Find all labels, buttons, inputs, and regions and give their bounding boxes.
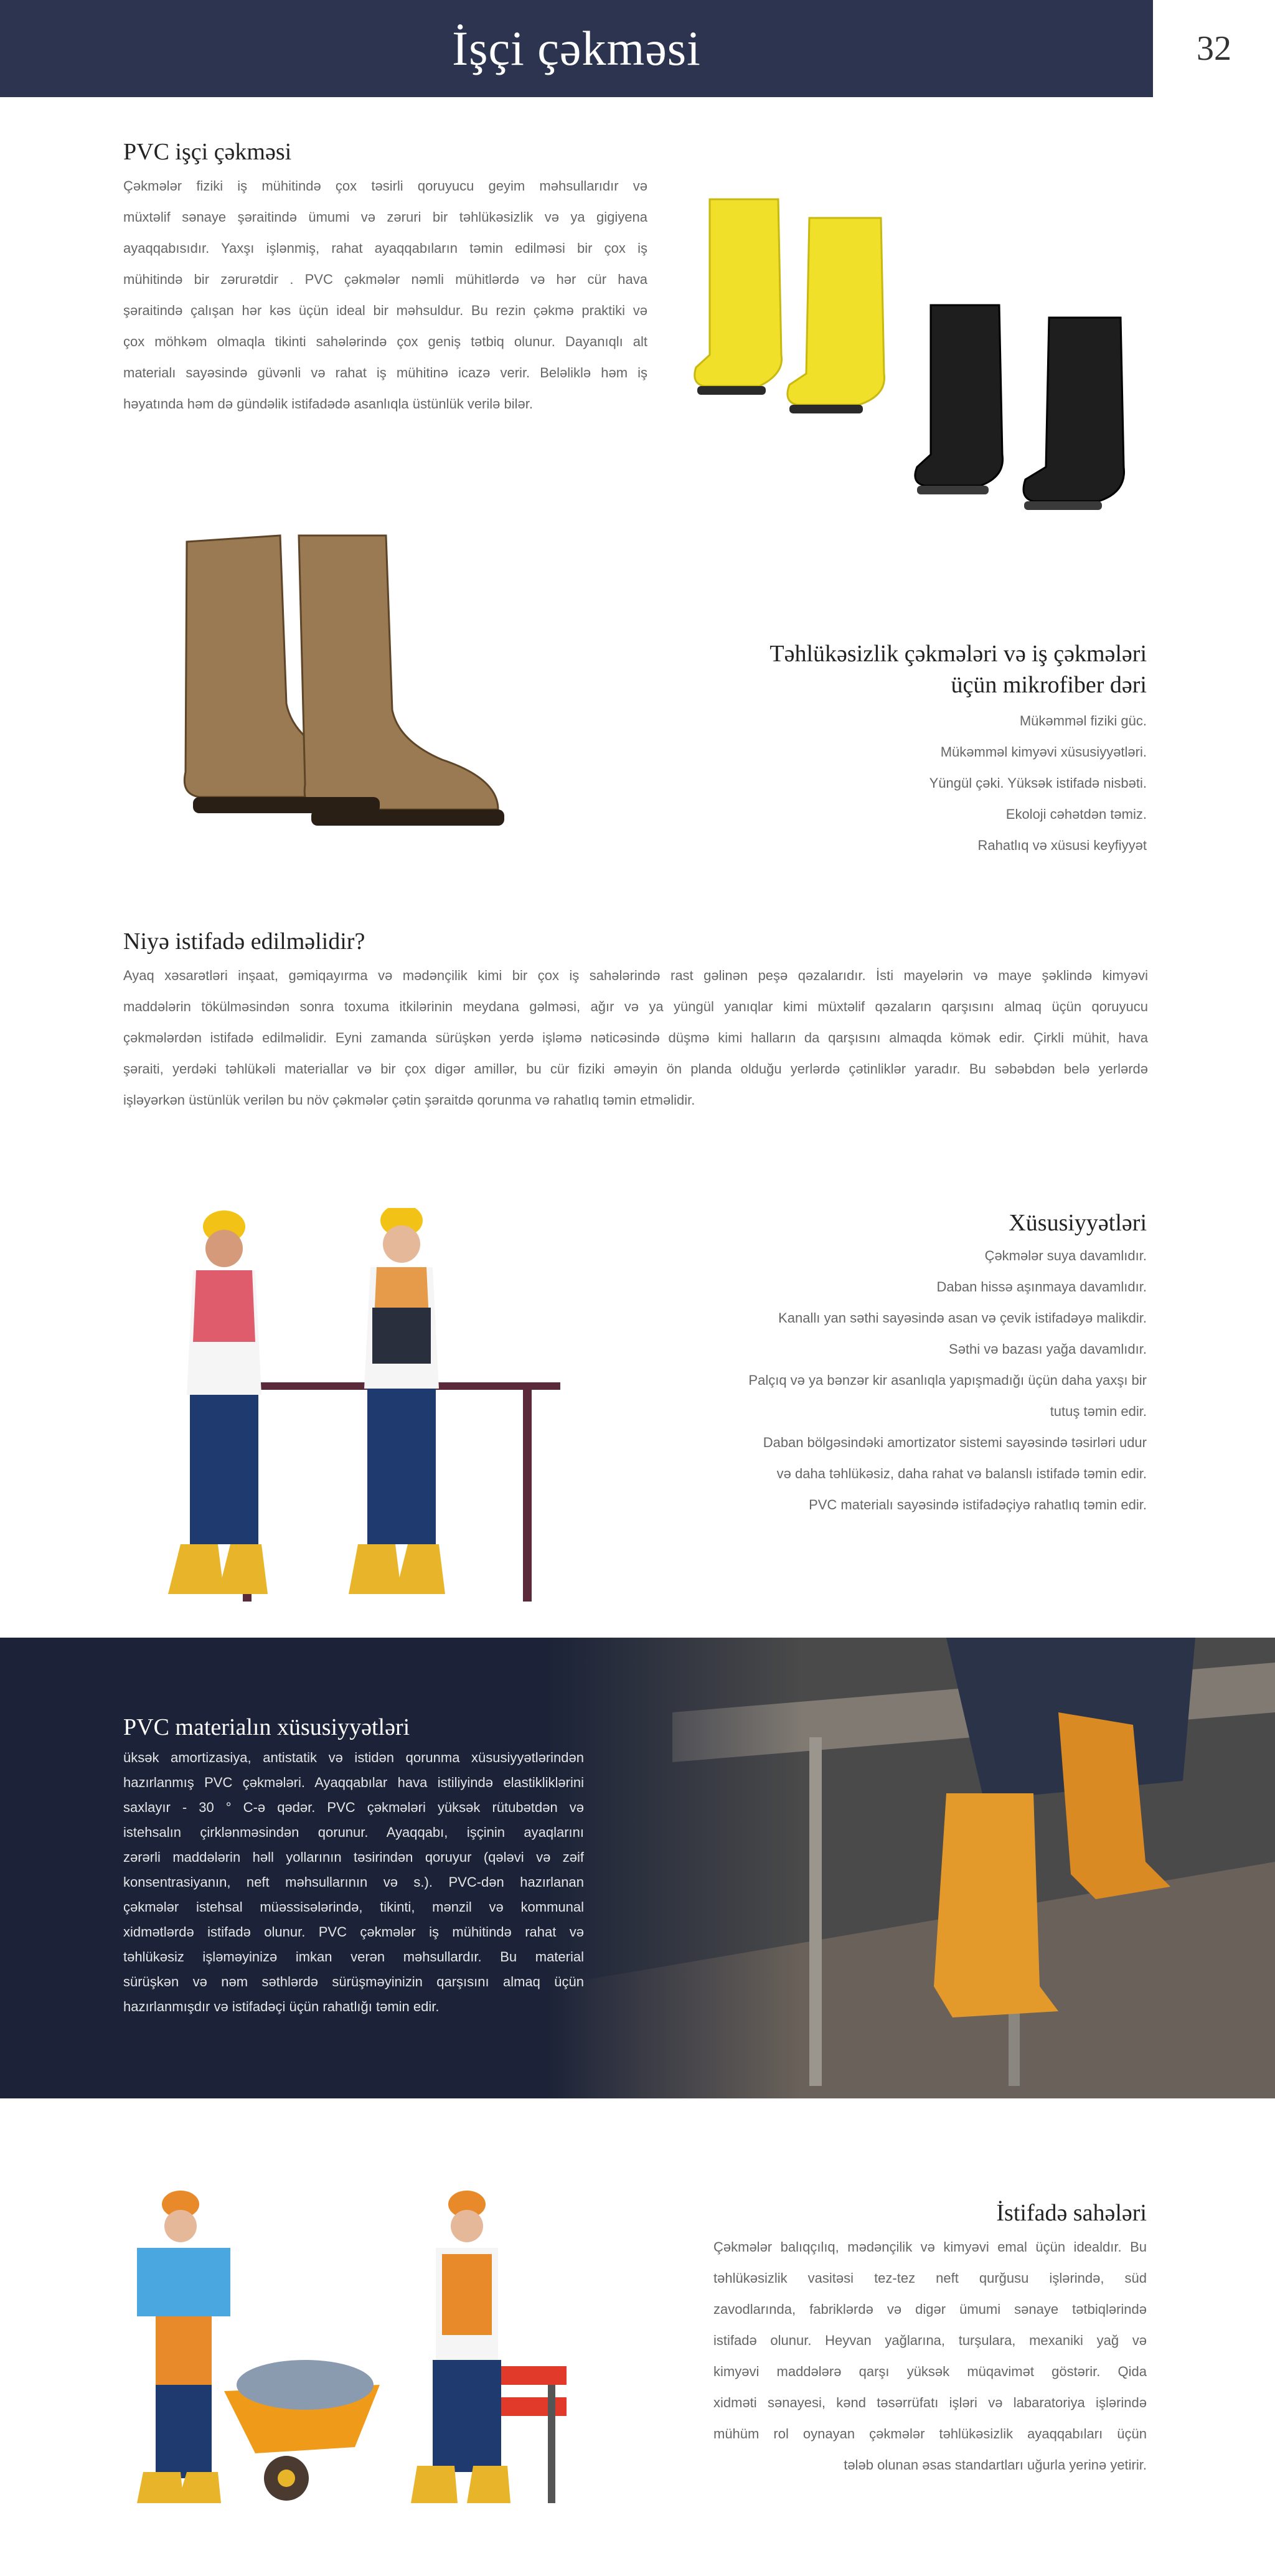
microfiber-list-item: Yüngül çəki. Yüksək istifadə nisbəti.	[929, 775, 1147, 791]
worker-stairs-photo	[548, 1638, 1275, 2098]
pvc-body-line: ayaqqabısıdır. Yaxşı işlənmiş, rahat ayaqqabıların təmin edilməsi bir çox iş	[123, 240, 647, 256]
feature-list-item: Daban hissə aşınmaya davamlıdır.	[936, 1279, 1147, 1295]
microfiber-list	[623, 705, 1147, 861]
material-body-line: sürüşkən və nəm səthlərdə sürüşməyinizin qarşısını almaq üçün	[123, 1974, 584, 1989]
feature-list-item: Daban bölgəsindəki amortizator sistemi sayəsində təsirləri udur	[763, 1435, 1147, 1450]
pvc-body-line: çox möhkəm olmaqla tikinti sahələrində çox geniş tətbiq olunur. Dayanıqlı alt	[123, 334, 647, 349]
pvc-section-body	[123, 171, 647, 420]
usage-body-line: mühüm rol oynayan çəkmələr təhlükəsizlik ayaqqabıları üçün	[713, 2426, 1147, 2442]
material-body-line: saxlayır - 30 ° C-ə qədər. PVC çəkmələri yüksək rütubətdən və	[123, 1800, 584, 1815]
material-section-body	[123, 1745, 584, 2019]
brown-boots-image	[174, 529, 523, 866]
pvc-body-line: Çəkmələr fiziki iş mühitində çox təsirli qoruyucu geyim məhsullarıdır və	[123, 178, 647, 194]
features-list	[623, 1240, 1147, 1521]
feature-list-item: tutuş təmin edir.	[1050, 1404, 1147, 1419]
material-band	[0, 1638, 1275, 2098]
feature-list-item: və daha təhlükəsiz, daha rahat və balanslı istifadə təmin edir.	[776, 1466, 1147, 1481]
pvc-body-line: həyatında həm də gündəlik istifadədə asanlıqla üstünlük verilə bilər.	[123, 396, 533, 412]
microfiber-title-line-1: Təhlükəsizlik çəkmələri və iş çəkmələri	[769, 641, 1147, 667]
why-body-line: şəraiti, yerdəki təhlükəli materiallar və bir çox digər amillər, bu cür fiziki əməyin ön planda olduğu yerlərdə çətinliklər yaradır. Bu səbəbdən belə yerlərdə	[123, 1061, 1148, 1077]
feature-list-item: PVC materialı sayəsində istifadəçiyə rahatlıq təmin edir.	[809, 1497, 1147, 1512]
pvc-section-title: PVC işçi çəkməsi	[123, 139, 292, 165]
material-body-line: istehsalın çirklənməsindən qorunur. Ayaqqabı, işçinin ayaqlarını	[123, 1824, 584, 1840]
usage-body-line: xidməti sənayesi, kənd təsərrüfatı işləri və labaratoriya işlərində	[713, 2395, 1147, 2410]
microfiber-list-item: Rahatlıq və xüsusi keyfiyyət	[977, 837, 1147, 853]
why-section-body	[123, 960, 1148, 1116]
feature-list-item: Kanallı yan səthi sayəsində asan və çevik istifadəyə malikdir.	[778, 1310, 1147, 1326]
feature-list-item: Səthi və bazası yağa davamlıdır.	[949, 1341, 1147, 1357]
features-section-title: Xüsusiyyətləri	[1009, 1210, 1147, 1236]
usage-body-line: zavodlarında, fabriklərdə və digər ümumi sənaye tətbiqlərində	[713, 2301, 1147, 2317]
feature-list-item: Çəkmələr suya davamlıdır.	[984, 1248, 1147, 1263]
material-body-line: çəkmələr istehsal müəssisələrində, tikinti, mənzil və kommunal	[123, 1899, 584, 1915]
microfiber-title-line-2: üçün mikrofiber dəri	[951, 672, 1147, 698]
page-number: 32	[1197, 29, 1231, 68]
why-body-line: Ayaq xəsarətləri inşaat, gəmiqayırma və mədənçilik kimi bir çox iş sahələrində rast gəlinən peşə qəzalarıdır. İsti mayelərin və maye şəklində kimyəvi	[123, 968, 1148, 983]
usage-section-body	[713, 2232, 1147, 2481]
pvc-body-line: müxtəlif sənaye şəraitində ümumi və zəruri bir təhlükəsizlik və ya gigiyena	[123, 209, 647, 225]
material-body-line: təhlükəsiz işləməyinizə imkan verən məhsullardır. Bu material	[123, 1949, 584, 1965]
usage-body-line: kimyəvi maddələrə qarşı yüksək müqavimət göstərir. Qida	[713, 2364, 1147, 2379]
feature-list-item: Palçıq və ya bənzər kir asanlıqla yapışmadığı üçün daha yaxşı bir	[748, 1372, 1147, 1388]
material-section-title: PVC materialın xüsusiyyətləri	[123, 1714, 410, 1740]
material-body-line: hazırlanmışdır və istifadəçi üçün rahatlığı təmin edir.	[123, 1999, 440, 2014]
why-body-line: maddələrin tökülməsindən sonra toxuma itkilərinin meydana gəlməsi, ağır və ya yüngül yanıqlar kimi müxtəlif qəzaların qarşısını almaq üçün qoruyucu	[123, 999, 1148, 1014]
material-body-line: hazırlanmış PVC çəkmələri. Ayaqqabılar hava istiliyində elastikliklərini	[123, 1775, 584, 1790]
material-body-line: xidmətlərdə istifadə olunur. PVC çəkmələr iş mühitində rahat və	[123, 1924, 584, 1940]
why-body-line: çəkmələrdən istifadə edilməlidir. Eyni zamanda sürüşkən yerdə işləmə nəticəsində düşmə kimi halların da qarşısını almaqda kömək edir. Çirkli mühit, hava	[123, 1030, 1148, 1045]
material-body-line: konsentrasiyanın, neft məhsullarının və s.). PVC-dən hazırlanan	[123, 1874, 584, 1890]
usage-body-line: tələb olunan əsas standartları uğurla yerinə yetirir.	[844, 2457, 1147, 2473]
material-body-line: zərərli maddələrin həll yollarının təsirindən qoruyur (qələvi və zəif	[123, 1849, 584, 1865]
why-body-line: işləyərkən üstünlük verilən bu növ çəkmələr çətin şəraitdə qorunma və rahatlıq təmin etməlidir.	[123, 1092, 695, 1108]
microfiber-list-item: Mükəmməl kimyəvi xüsusiyyətləri.	[940, 744, 1147, 760]
why-section-title: Niyə istifadə edilməlidir?	[123, 928, 365, 955]
usage-body-line: istifadə olunur. Heyvan yağlarına, turşulara, mexaniki yağ və	[713, 2333, 1147, 2348]
black-boots-image	[906, 299, 1167, 548]
yellow-boots-image	[685, 187, 934, 448]
usage-body-line: təhlükəsizlik vasitəsi tez-tez neft qurğusu işlərində, süd	[713, 2270, 1147, 2286]
pvc-body-line: materialı sayəsində güvənli və rahat iş mühitinə icazə verir. Beləliklə həm iş	[123, 365, 647, 380]
material-body-line: üksək amortizasiya, antistatik və istidən qorunma xüsusiyyətlərindən	[123, 1750, 584, 1765]
microfiber-list-item: Mükəmməl fiziki güc.	[1019, 713, 1147, 729]
pvc-body-line: şəraitində çalışan hər kəs üçün ideal bir məhsuldur. Bu rezin çəkmə praktiki və	[123, 303, 647, 318]
workers-table-illustration	[118, 1208, 573, 1606]
microfiber-list-item: Ekoloji cəhətdən təmiz.	[1005, 806, 1147, 822]
usage-section-title: İstifadə sahələri	[996, 2200, 1147, 2226]
page-title: İşçi çəkməsi	[452, 21, 701, 75]
pvc-body-line: mühitində bir zərurətdir . PVC çəkmələr nəmli mühitlərdə və hər cür hava	[123, 271, 647, 287]
construction-workers-illustration	[118, 2186, 579, 2509]
usage-body-line: Çəkmələr balıqçılıq, mədənçilik və kimyəvi emal üçün idealdır. Bu	[713, 2239, 1147, 2255]
